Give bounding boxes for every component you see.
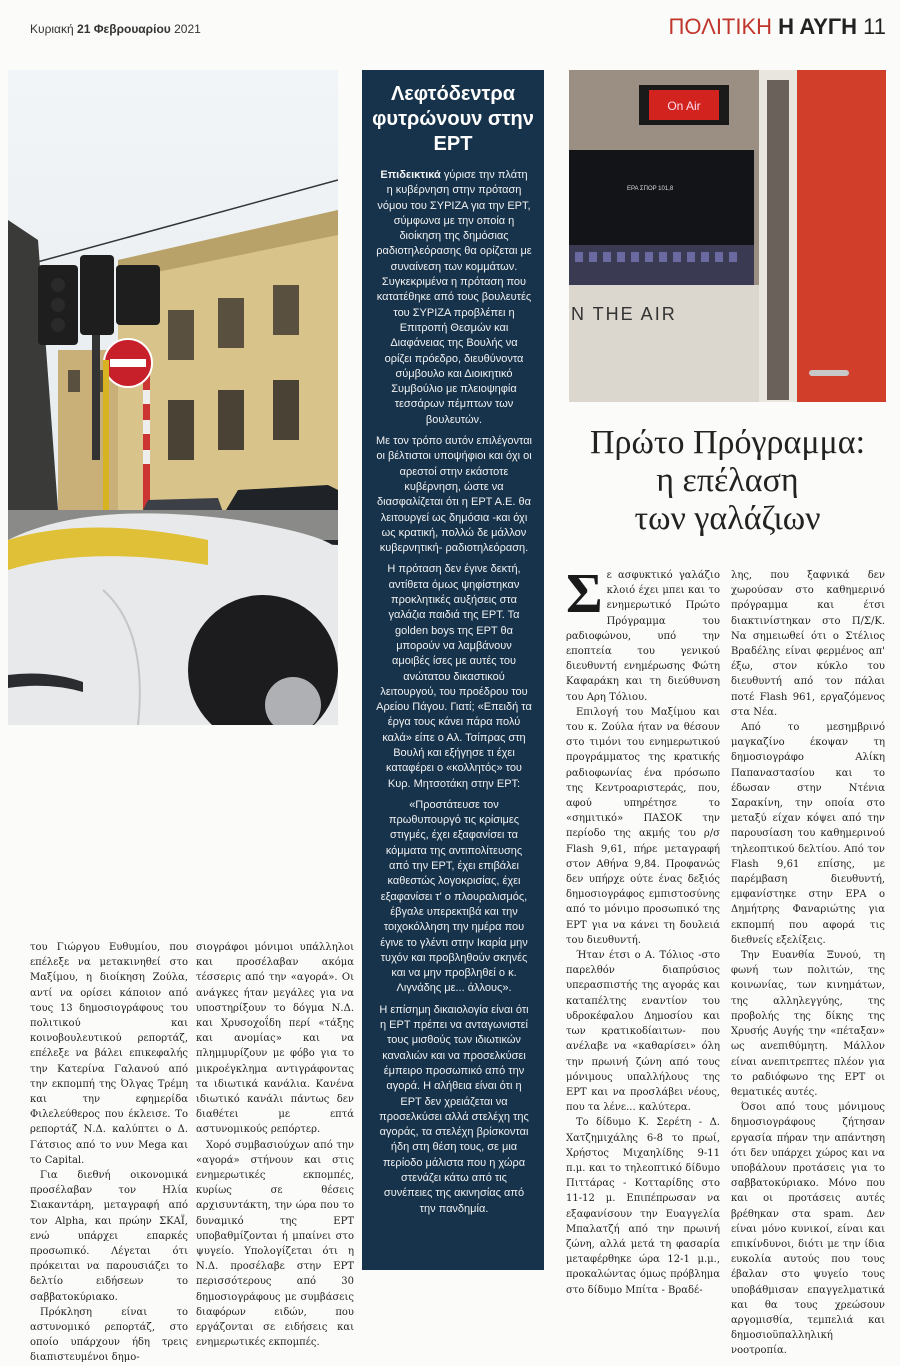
sidebar-paragraph: «Προστάτευσε τον πρωθυπουργό τις κρίσιμες στιγμές, έχει εξαφανίσει τα κόμματα της αντιπολίτευσης από την ΕΡΤ, έχει επιβάλει καθεστώς λογοκρισίας, έχει εξαφανίσει τ' ο πλουραλισμός, έβγαλε υπερεκτιβά και την τοιχοκόλληση την ημέρα που έγινε το γλέντι στην Ικαρία μην τυχόν και προβληθούν σκηνές και να μην προβληθεί ο κ. Λιγνάδης με... άλλους». <box>380 798 528 995</box>
sidebar-paragraph: Η πρόταση δεν έγινε δεκτή, αντίθετα όμως ψηφίστηκαν προκλητικές αυξήσεις στα γαλάζια παιδιά της ΕΡΤ. Τα golden boys της ΕΡΤ θα μπορούν να λαμβάνουν αμοιβές ίσες με αυτές του ανώτατου δικαστικού λειτουργού, του προέδρου του Αρείου Πάγου. Γιατί; «Επειδή τα έργα τους κάνει πάρα πολύ καλά» είπε ο Αλ. Τσίπρας στη Βουλή και εξήγησε τι έχει καταφέρει ο «κολλητός» του Κυρ. Μητσοτάκη στην ΕΡΤ: <box>376 563 532 790</box>
article-column-2 <box>196 940 354 1350</box>
screen-label: ΕΡΑ ΣΠΟΡ 101,8 <box>627 186 674 192</box>
article-paragraph: λης, που ξαφνικά δεν χωρούσαν στο καθημερινό πρόγραμμα και έτσι διακτινίστηκαν στο Π/Σ/Κ. Να σημειωθεί ότι ο Στέλιος Βραδέλης είναι φερμένος απ' έξω, στον κύκλο του διευθυντή από τον πάλαι ποτέ Flash 961, εργαζόμενος στα Νέα. <box>731 570 885 718</box>
article-paragraph: Σε ασφυκτικό γαλάζιο κλοιό έχει μπει και το ενημερωτικό Πρώτο Πρόγραμμα του ραδιοφώνου, υπό την εποπτεία του γενικού διευθυντή ενημέρωσης Φώτη Καφαράκη και τη διεύθυνση του Αρη Τόλιου. <box>566 563 720 703</box>
sidebar-paragraph: Η επίσημη δικαιολογία είναι ότι η ΕΡΤ πρέπει να ανταγωνιστεί τους μισθούς των ιδιωτικών καναλιών και να προσελκύσει έμπειρο προσωπικό από την αγορά. Η αλήθεια είναι ότι η ΕΡΤ δεν χρειάζεται να προσελκύσει αλλά στελέχη της αγοράς, τα στελέχη βρίσκονται ήδη στη θέση τους, σε μια περίοδο μάλιστα που η χώρα στενάζει κάτω από τις συνέπειες της ακινησίας από την πανδημία. <box>379 1003 529 1215</box>
wall-text: N THE AIR <box>571 304 677 324</box>
article-paragraph: του Γιώργου Ευθυμίου, που επέλεξε να μετακινηθεί στο Μαξίμου, η διοίκηση Ζούλα, αντί να ορίσει κάποιον από τους 13 δημοσιογράφους του πολιτικού και κοινοβουλευτικού ρεπορτάζ, επέλεξε να βάλει επικεφαλής την Κατερίνα Γαλανού από την εκπομπή της Όλγας Τρέμη και την εφημερίδα Φιλελεύθερος που έκλεισε. Το ρεπορτάζ Ν.Δ. καλύπτει ο Δ. Γάτσιος από το νυν Mega και το Capital. <box>30 942 188 1166</box>
background-bleed-text <box>208 87 215 116</box>
issue-date-text: 21 Φεβρουαρίου <box>77 22 171 36</box>
street-photo <box>8 70 338 725</box>
article-paragraph: Ήταν έτσι ο Α. Τόλιος -στο παρελθόν διαπρύσιος υπερασπιστής της αγοράς και καταπέλτης εναντίον του υδροκέφαλου Δημοσίου και των κρατικοδίαιτων- που ανέλαβε να «καθαρίσει» όλη την πρωινή ζώνη από τους μόνιμους υπαλλήλους της ΕΡΤ και να προσλάβει νέους, που τα λένε... καλύτερα. <box>566 950 720 1114</box>
newspaper-brand: Η ΑΥΓΗ <box>778 14 858 39</box>
article-paragraph: Πρόκληση είναι το αστυνομικό ρεπορτάζ, στο οποίο υπάρχουν ήδη τρεις διαπιστευμένοι δημο- <box>30 1306 188 1364</box>
issue-date <box>30 22 201 36</box>
article-paragraph: Το δίδυμο Κ. Σερέτη - Δ. Χατζημιχάλης 6-8 το πρωί, Χρήστος Μιχαηλίδης 9-11 π.μ. και το τηλεοπτικό δίδυμο Πιττάρας - Κοτταρίδης στο 11-12 μ. Επιπέπρωσαν να εξαφανίσουν την Ευαγγελία Μπαλατζή από την πρωινή ζώνη, αλλά μετά τη φασαρία μεταφέρθηκε ώρα 12-1 μ.μ., προκαλώντας όμως πρόβλημα στο δίδυμο Μπίτα - Βραδέ- <box>566 1117 720 1296</box>
street-photo-illustration <box>8 70 338 725</box>
article-paragraph: Την Ευανθία Ξυνού, τη φωνή των πολιτών, της κοινωνίας, των κινημάτων, της αλληλεγγύης, της προβολής της δίκης της Χρυσής Αυγής την «πέταξαν» ως ανεπιθύμητη. Μάλλον είναι ανεπιτρεπτες πλέον για το ραδιόφωνο της ΕΡΤ οι θεματικές αυτές. <box>731 950 885 1098</box>
sidebar-body <box>376 168 532 1223</box>
article-paragraph: σιογράφοι μόνιμοι υπάλληλοι και προσέλαβαν ακόμα τέσσερις από την «αγορά». Οι ανάγκες ήταν μεγάλες για να υποστηρίξουν το δόγμα Ν.Δ. και Χρυσοχοΐδη περί «τάξης και ανομίας» και να πλημμυρίζουν με φόβο για το μικροέγκλημα αντιγράφοντας τα ιδιωτικά κανάλια. Κανένα ιδιωτικό κανάλι πάντως δεν διαθέτει με επτά αστυνομικούς ρεπόρτερ. <box>196 942 354 1136</box>
dropcap: Σ <box>566 563 603 625</box>
article-paragraph: Από το μεσημβρινό μαγκαζίνο έκοψαν τη δημοσιογράφο Αλίκη Παπαναστασίου και το έδωσαν στην Ντένια Σαρακίνη, την οποία στο μεταξύ είχαν κόψει από την παρουσίαση του καθημερινού τηλεοπτικού δελτίου. Από τον Flash 9,61 επίσης, με παρέμβαση διευθυντή, εμφανίστηκε στην ΕΡΑ ο Δημήτρης Φαναριώτης για εκπομπή που αφορά τις διεθνείς εξελίξεις. <box>731 722 885 946</box>
bleed-through-area <box>20 730 340 930</box>
sidebar-lead: Επιδεικτικά <box>380 169 441 181</box>
issue-day: Κυριακή <box>30 22 74 36</box>
article-column-1 <box>30 940 188 1366</box>
article-paragraph: Επιλογή του Μαξίμου και του κ. Ζούλα ήταν να θέσουν στο τιμόνι του ενημερωτικού προγράμματος της κρατικής ραδιοφωνίας ένα πρόσωπο της Κεντροαριστεράς, που, αφού υπηρέτησε το «σημιτικό» ΠΑΣΟΚ την περίοδο της ακμής του ρ/σ Flash 9,61, πήρε μεταγραφή στον Αθήνα 9,84. Προφανώς δεν υπήρχε ούτε ένας δεξιός δημοσιογράφος εμπιστοσύνης από το μόνιμο προσωπικό της ΕΡΤ για να κάνει τη δουλειά του διευθυντή. <box>566 706 720 946</box>
issue-year: 2021 <box>174 22 201 36</box>
studio-photo-illustration <box>569 70 886 402</box>
on-air-sign: On Air <box>667 99 701 113</box>
sidebar-paragraph: Με τον τρόπο αυτόν επιλέγονται οι βέλτιστοι υποψήφιοι και όχι οι αρεστοί στην εκάστοτε κυβέρνηση, ώστε να διασφαλίζεται ότι η ΕΡΤ Α.Ε. θα λειτουργεί ως δημόσια -και όχι ως κρατική, πολλώ δε μάλλον κυβερνητική- ραδιοτηλεόραση. <box>376 435 533 555</box>
article-column-4 <box>731 568 885 1359</box>
sidebar-box <box>362 70 544 1270</box>
article-column-3 <box>566 563 720 1298</box>
article-paragraph: Για διεθνή οικονομικά προσέλαβαν τον Ηλία Σιακαντάρη, μεταγραφή από τον Alpha, και πρώην ΣΚΑΪ, ενώ υπάρχει επαρκές προσωπικό. Λέγεται ότι πρόκειται να παρουσιάζει το δελτίο ειδήσεων το σαββατοκύριακο. <box>30 1170 188 1303</box>
page-number: 11 <box>863 14 886 39</box>
article-paragraph: Χορό συμβασιούχων από την «αγορά» στήνουν και στις ενημερωτικές εκπομπές, κυρίως σε θέσεις αρχισυντάκτη, την ώρα που το δυναμικό της ΕΡΤ υποβαθμίζονται ή μπαίνει στο ψυγείο. Υπολογίζεται ότι η Ν.Δ. προσέλαβε στην ΕΡΤ περισσότερους από 30 δημοσιογράφους με συμβάσεις διαφόρων ειδών, που εργάζονται σε ειδήσεις και ενημερωτικές εκπομπές. <box>196 1139 354 1349</box>
sidebar-paragraph: Επιδεικτικά γύρισε την πλάτη η κυβέρνηση στην πρόταση νόμου του ΣΥΡΙΖΑ για την ΕΡΤ, σύμφωνα με την οποία η διοίκηση της δημόσιας ραδιοτηλεόρασης θα ορίζεται με συναίνεση των κομμάτων. Συγκεκριμένα η πρόταση που κατατέθηκε από τους βουλευτές του ΣΥΡΙΖΑ προβλέπει η Επιτροπή Θεσμών και Διαφάνειας της Βουλής να ορίζει πρόεδρο, διευθύνοντα σύμβουλο και Διοικητικό Συμβούλιο με πλειοψηφία τεσσάρων πέμπτων των βουλευτών. <box>376 169 532 426</box>
sidebar-title: Λεφτόδεντρα φυτρώνουν στην ΕΡΤ <box>372 83 534 155</box>
section-name: ΠΟΛΙΤΙΚΗ <box>668 14 773 39</box>
page-header <box>669 14 886 40</box>
studio-photo <box>569 70 886 402</box>
article-paragraph: Όσοι από τους μόνιμους δημοσιογράφους ζήτησαν εργασία πήραν την απάντηση ότι δεν υπάρχει χώρος και να υποβάλουν προτάσεις για το σαββατοκύριακο. Μόνο που και οι προτάσεις αυτές βρέθηκαν στα spam. Δεν είναι μόνο κυνικοί, είναι και επικίνδυνοι, διότι με την ίδια ευκολία αυτούς που τους έβαλαν στο ψυγείο τους υποβάθμισαν επαγγελματικά και θα τους χρεώσουν αργομισθία, τεμπελιά και δημοσιοϋπαλληλική νοοτροπία. <box>731 1102 885 1357</box>
article-headline: Πρώτο Πρόγραμμα: η επέλαση των γαλάζιων <box>589 424 866 537</box>
